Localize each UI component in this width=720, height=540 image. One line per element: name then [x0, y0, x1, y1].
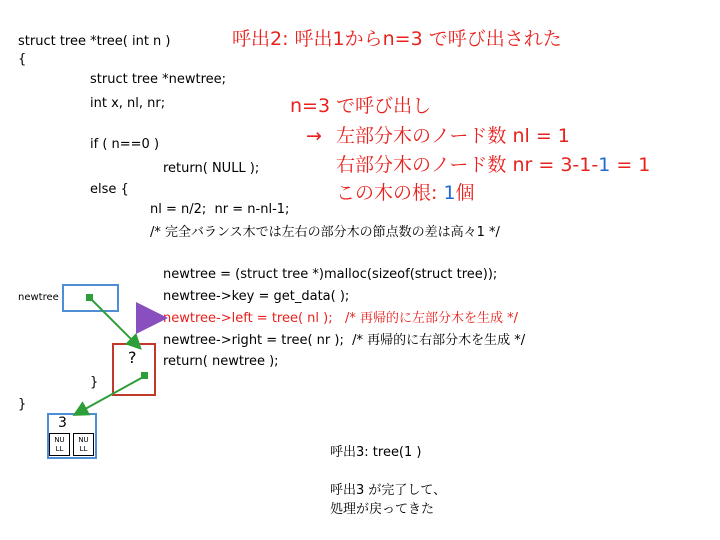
code-line-key: newtree->key = get_data( ); [163, 289, 350, 304]
right-arrow-icon: → [306, 125, 322, 147]
code-line-close-else: } [90, 375, 99, 390]
newtree-label: newtree [18, 292, 59, 303]
null-right-cell: NU LL [73, 433, 94, 456]
code-line-comment-balance: /* 完全バランス木では左右の部分木の節点数の差は高々1 */ [150, 225, 500, 240]
call3-label: 呼出3: tree(1 ) [330, 445, 422, 460]
called-with-label: n=3 で呼び出し [290, 95, 432, 117]
code-line-if: if ( n==0 ) [90, 137, 160, 152]
code-line-open-brace: { [18, 52, 27, 67]
code-line-else: else { [90, 182, 129, 197]
code-line-signature: struct tree *tree( int n ) [18, 34, 171, 49]
newtree-pointer-arrow [90, 298, 139, 347]
code-line-nl-nr: nl = n/2; nr = n-nl-1; [150, 202, 290, 217]
completed-line-2: 処理が戻ってきた [330, 502, 435, 517]
left-subtree-label: 左部分木のノード数 nl = 1 [336, 125, 570, 147]
call-title: 呼出2: 呼出1からn=3 で呼び出された [232, 28, 562, 50]
code-line-return-newtree: return( newtree ); [163, 354, 279, 369]
completed-line-1: 呼出3 が完了して、 [330, 483, 447, 498]
code-line-decl-newtree: struct tree *newtree; [90, 72, 227, 87]
code-line-right: newtree->right = tree( nr ); /* 再帰的に右部分木を生成 */ [163, 333, 526, 348]
question-mark: ? [128, 348, 137, 367]
code-line-left-current: newtree->left = tree( nl ); /* 再帰的に左部分木を生成 */ [163, 311, 519, 326]
code-line-close-func: } [18, 397, 27, 412]
root-count-label: この木の根: 1個 [336, 182, 475, 204]
right-subtree-label: 右部分木のノード数 nr = 3-1-1 = 1 [336, 154, 651, 176]
node-key: 3 [58, 415, 67, 431]
code-line-decl-vars: int x, nl, nr; [90, 96, 166, 111]
null-left-cell: NU LL [49, 433, 70, 456]
left-pointer-arrow [76, 376, 145, 414]
code-line-malloc: newtree = (struct tree *)malloc(sizeof(struct tree)); [163, 267, 498, 282]
code-line-return-null: return( NULL ); [163, 161, 260, 176]
